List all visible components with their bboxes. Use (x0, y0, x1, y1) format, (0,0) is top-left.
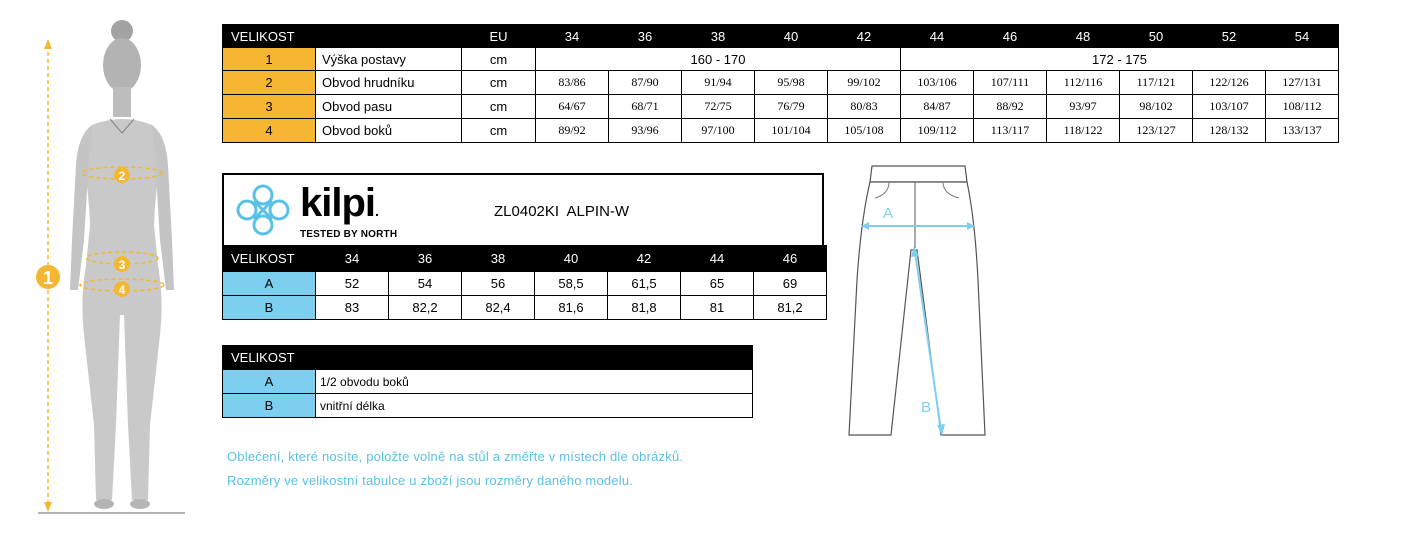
table-cell: 113/117 (974, 119, 1047, 143)
row-name: Výška postavy (316, 48, 462, 71)
row-name: Obvod boků (316, 119, 462, 143)
product-code: ZL0402KI ALPIN-W (494, 203, 630, 220)
table-cell: 72/75 (682, 95, 755, 119)
brand-tagline: TESTED BY NORTH (300, 229, 398, 240)
table-cell: 123/127 (1120, 119, 1193, 143)
table-cell: 122/126 (1193, 71, 1266, 95)
table-cell: 61,5 (608, 272, 681, 296)
waist-marker: 3 (118, 258, 126, 272)
table-row (223, 296, 827, 320)
header-size: 36 (609, 25, 682, 48)
header-size: 40 (535, 246, 608, 272)
table-cell: 109/112 (901, 119, 974, 143)
table-cell: 112/116 (1047, 71, 1120, 95)
row-key: B (223, 394, 316, 418)
table-row (223, 48, 1339, 71)
header-size: 52 (1193, 25, 1266, 48)
model-dimensions-note: Rozměry ve velikostní tabulce u zboží jsou rozměry daného modelu. (227, 473, 634, 488)
measuring-instruction: Oblečení, které nosíte, položte volně na stůl a změřte v místech dle obrázků. (227, 449, 684, 464)
table-cell: 83 (316, 296, 389, 320)
pants-diagram (845, 160, 995, 442)
table-cell: 69 (754, 272, 827, 296)
table-cell: 83/86 (536, 71, 609, 95)
brand-name: kilpi. (300, 181, 378, 225)
header-size: 46 (974, 25, 1047, 48)
table-cell: 56 (462, 272, 535, 296)
table-cell: 91/94 (682, 71, 755, 95)
table-row (223, 272, 827, 296)
header-size: 34 (536, 25, 609, 48)
table-cell: 89/92 (536, 119, 609, 143)
table-row (223, 394, 753, 418)
table-cell: 81,6 (535, 296, 608, 320)
table-cell: 81 (681, 296, 754, 320)
table-cell: 103/106 (901, 71, 974, 95)
header-size: 44 (901, 25, 974, 48)
table-cell: 88/92 (974, 95, 1047, 119)
header-size: 50 (1120, 25, 1193, 48)
table-cell: 97/100 (682, 119, 755, 143)
header-size: 54 (1266, 25, 1339, 48)
table-cell: 84/87 (901, 95, 974, 119)
table-cell: 105/108 (828, 119, 901, 143)
row-unit: cm (462, 95, 536, 119)
header-unit: EU (462, 25, 536, 48)
row-key: B (223, 296, 316, 320)
table-cell: 81,8 (608, 296, 681, 320)
header-size: 44 (681, 246, 754, 272)
table-cell: 81,2 (754, 296, 827, 320)
table-cell: 133/137 (1266, 119, 1339, 143)
header-size: 46 (754, 246, 827, 272)
row-description: vnitřní délka (316, 394, 753, 418)
row-number: 4 (223, 119, 316, 143)
header-label: VELIKOST (223, 25, 462, 48)
body-measurement-figure (30, 15, 190, 520)
table-cell: 93/96 (609, 119, 682, 143)
header-size: 34 (316, 246, 389, 272)
row-unit: cm (462, 119, 536, 143)
header-size: 42 (828, 25, 901, 48)
table-cell: 87/90 (609, 71, 682, 95)
table-cell: 58,5 (535, 272, 608, 296)
header-size: 48 (1047, 25, 1120, 48)
table-row (223, 370, 753, 394)
row-number: 3 (223, 95, 316, 119)
table-cell: 101/104 (755, 119, 828, 143)
row-number: 1 (223, 48, 316, 71)
table-cell: 118/122 (1047, 119, 1120, 143)
table-header-row (223, 25, 1339, 48)
height-marker: 1 (42, 268, 54, 288)
row-description: 1/2 obvodu boků (316, 370, 753, 394)
table-row (223, 95, 1339, 119)
table-cell: 99/102 (828, 71, 901, 95)
row-key: A (223, 272, 316, 296)
hip-marker: 4 (118, 283, 126, 297)
table-cell: 107/111 (974, 71, 1047, 95)
table-cell: 54 (389, 272, 462, 296)
row-key: A (223, 370, 316, 394)
table-cell: 80/83 (828, 95, 901, 119)
size-chart-table (222, 24, 1339, 143)
table-cell: 76/79 (755, 95, 828, 119)
table-cell: 95/98 (755, 71, 828, 95)
header-size: 42 (608, 246, 681, 272)
row-unit: cm (462, 48, 536, 71)
table-cell: 127/131 (1266, 71, 1339, 95)
table-cell: 82,2 (389, 296, 462, 320)
table-row (223, 119, 1339, 143)
header-size: 38 (462, 246, 535, 272)
chest-marker: 2 (118, 169, 126, 183)
table-row (223, 71, 1339, 95)
product-header (222, 173, 824, 245)
row-number: 2 (223, 71, 316, 95)
table-cell: 117/121 (1120, 71, 1193, 95)
header-label: VELIKOST (223, 346, 753, 370)
table-cell: 65 (681, 272, 754, 296)
table-cell: 108/112 (1266, 95, 1339, 119)
row-name: Obvod hrudníku (316, 71, 462, 95)
table-cell: 98/102 (1120, 95, 1193, 119)
table-header-row (223, 246, 827, 272)
table-header-row (223, 346, 753, 370)
table-cell: 93/97 (1047, 95, 1120, 119)
header-size: 40 (755, 25, 828, 48)
measurement-legend-table (222, 345, 753, 418)
table-cell: 68/71 (609, 95, 682, 119)
pants-label-a: A (883, 205, 894, 222)
table-cell: 82,4 (462, 296, 535, 320)
table-cell: 64/67 (536, 95, 609, 119)
row-name: Obvod pasu (316, 95, 462, 119)
kilpi-knot-logo-icon (230, 179, 296, 241)
header-size: 36 (389, 246, 462, 272)
height-range-large: 172 - 175 (901, 48, 1339, 71)
height-range-small: 160 - 170 (536, 48, 901, 71)
header-label: VELIKOST (223, 246, 316, 272)
product-measurement-table (222, 245, 827, 320)
row-unit: cm (462, 71, 536, 95)
table-cell: 128/132 (1193, 119, 1266, 143)
header-size: 38 (682, 25, 755, 48)
table-cell: 52 (316, 272, 389, 296)
table-cell: 103/107 (1193, 95, 1266, 119)
pants-label-b: B (921, 399, 932, 416)
